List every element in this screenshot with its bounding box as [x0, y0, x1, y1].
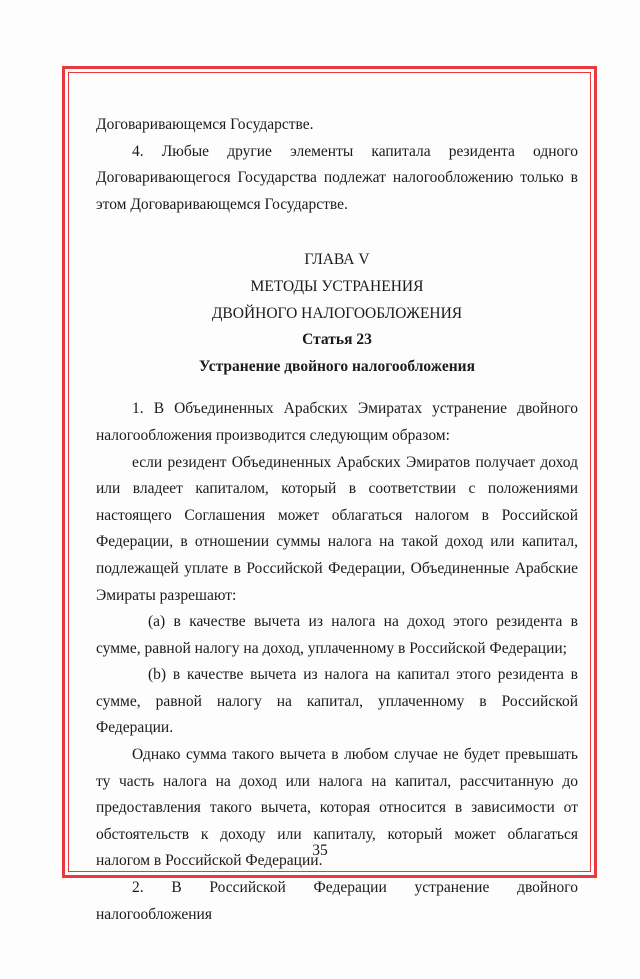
article-number: Статья 23 — [302, 331, 372, 349]
chapter-title-line2: ДВОЙНОГО НАЛОГООБЛОЖЕНИЯ — [211, 304, 463, 322]
spacer — [96, 380, 578, 396]
paragraph-continuation: Договаривающемся Государстве. — [96, 116, 314, 133]
paragraph-item-2: 2. В Российской Федерации устранение двойного налогообложения — [96, 879, 578, 923]
paragraph-item-4: 4. Любые другие элементы капитала резидента одного Договаривающегося Государства подлежат налогообложению только в этом Договаривающемся Государстве. — [96, 142, 578, 213]
paragraph-subitem-b: (b) в качестве вычета из налога на капитал этого резидента в сумме, равной налогу на капитал, уплаченному в Российской Федерации. — [96, 666, 578, 737]
paragraph-subitem-a: (a) в качестве вычета из налога на доход этого резидента в сумме, равной налогу на доход, уплаченному в Российской Федерации; — [96, 613, 578, 657]
paragraph-limitation: Однако сумма такого вычета в любом случае не будет превышать ту часть налога на доход или налога на капитал, рассчитанную до предоставления такого вычета, которая относится в зависимости от обстоятельств к доходу или капиталу, который может облагаться налогом в Российской Федерации. — [96, 746, 578, 870]
paragraph-condition: если резидент Объединенных Арабских Эмиратов получает доход или владеет капиталом, который в соответствии с положениями настоящего Соглашения может облагаться налогом в Российской Федерации, в отношении суммы налога на такой доход или капитал, подлежащей уплате в Российской Федерации, Объединенные Арабские Эмираты разрешают: — [96, 453, 578, 604]
paragraph-item-1: 1. В Объединенных Арабских Эмиратах устранение двойного налогообложения производится следующим образом: — [96, 400, 578, 444]
article-title: Устранение двойного налогообложения — [199, 357, 475, 375]
spacer — [96, 218, 578, 247]
chapter-title-line1: МЕТОДЫ УСТРАНЕНИЯ — [250, 277, 424, 295]
chapter-heading: ГЛАВА V — [304, 251, 370, 269]
page-number: 35 — [312, 842, 328, 859]
document-body — [96, 112, 578, 928]
